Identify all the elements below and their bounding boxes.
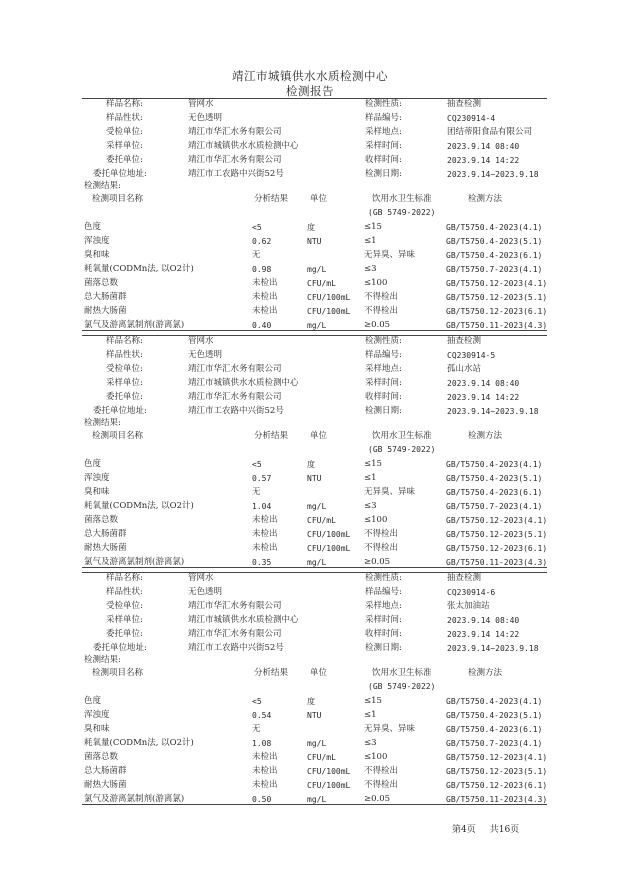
field-value-receive-time: 2023.9.14 14:22 xyxy=(447,630,520,639)
cell-standard: ≤1 xyxy=(364,473,377,483)
page-total: 共16页 xyxy=(489,825,520,835)
cell-standard: ≤100 xyxy=(364,278,388,288)
header-standard-sub: (GB 5749-2022) xyxy=(368,682,436,691)
field-label-sampling-site: 采样地点: xyxy=(365,601,402,611)
cell-result: 0.62 xyxy=(252,237,272,246)
cell-method: GB/T5750.11-2023(4.3) xyxy=(446,321,548,330)
field-value-sample-no: CQ230914-4 xyxy=(447,114,496,123)
header-item: 检测项目名称 xyxy=(92,194,144,204)
cell-method: GB/T5750.12-2023(4.1) xyxy=(446,516,548,525)
field-value-client-address: 靖江市工农路中兴街52号 xyxy=(188,169,284,179)
field-label-test-date: 检测日期: xyxy=(365,169,402,179)
field-label-test-date: 检测日期: xyxy=(365,406,402,416)
header-standard: 饮用水卫生标准 xyxy=(372,668,432,678)
cell-result: 未检出 xyxy=(252,515,278,525)
cell-method: GB/T5750.7-2023(4.1) xyxy=(446,265,543,274)
cell-method: GB/T5750.11-2023(4.3) xyxy=(446,558,548,567)
cell-item: 氯气及游离氯制剂(游离氯) xyxy=(84,557,185,567)
field-label-entrust-unit: 受检单位: xyxy=(106,601,143,611)
divider xyxy=(82,330,547,331)
cell-unit: NTU xyxy=(307,237,322,246)
field-label-sampling-site: 采样地点: xyxy=(365,127,402,137)
cell-item: 臭和味 xyxy=(84,250,110,260)
cell-unit: 度 xyxy=(307,460,315,469)
cell-standard: 不得检出 xyxy=(364,780,399,790)
field-value-name: 管网水 xyxy=(188,99,214,109)
field-label-receive-time: 收样时间: xyxy=(365,629,402,639)
cell-item: 臭和味 xyxy=(84,724,110,734)
header-unit: 单位 xyxy=(310,194,328,204)
cell-result: 0.40 xyxy=(252,321,272,330)
cell-method: GB/T5750.4-2023(6.1) xyxy=(446,251,543,260)
cell-result: 0.57 xyxy=(252,474,272,483)
field-value-entrust-unit: 靖江市华汇水务有限公司 xyxy=(188,601,282,611)
field-label-client: 委托单位: xyxy=(106,629,143,639)
field-value-name: 管网水 xyxy=(188,336,214,346)
cell-item: 总大肠菌群 xyxy=(84,529,127,539)
field-value-receive-time: 2023.9.14 14:22 xyxy=(447,393,520,402)
cell-unit: CFU/mL xyxy=(307,279,336,288)
cell-item: 耐热大肠菌 xyxy=(84,543,127,553)
field-label-receive-time: 收样时间: xyxy=(365,155,402,165)
cell-unit: mg/L xyxy=(307,265,327,274)
field-label-test-nature: 检测性质: xyxy=(365,336,402,346)
report-title: 检测报告 xyxy=(286,84,334,98)
cell-item: 色度 xyxy=(84,222,102,232)
cell-standard: ≤3 xyxy=(364,264,377,274)
field-label-entrust-unit: 受检单位: xyxy=(106,127,143,137)
cell-item: 浑浊度 xyxy=(84,236,110,246)
header-item: 检测项目名称 xyxy=(92,431,144,441)
cell-result: 未检出 xyxy=(252,306,278,316)
field-label-client: 委托单位: xyxy=(106,392,143,402)
cell-result: 未检出 xyxy=(252,292,278,302)
cell-standard: ≤1 xyxy=(364,236,377,246)
cell-standard: ≤3 xyxy=(364,738,377,748)
field-label-sample-state: 样品性状: xyxy=(106,587,143,597)
cell-unit: mg/L xyxy=(307,795,327,804)
field-value-entrust-unit: 靖江市华汇水务有限公司 xyxy=(188,127,282,137)
cell-item: 浑浊度 xyxy=(84,473,110,483)
field-value-sampling-unit: 靖江市城镇供水水质检测中心 xyxy=(188,615,299,625)
header-result: 分析结果 xyxy=(254,431,289,441)
cell-method: GB/T5750.12-2023(4.1) xyxy=(446,279,548,288)
cell-method: GB/T5750.12-2023(6.1) xyxy=(446,544,548,553)
cell-method: GB/T5750.12-2023(5.1) xyxy=(446,530,548,539)
field-value-sampling-time: 2023.9.14 08:40 xyxy=(447,379,520,388)
cell-method: GB/T5750.7-2023(4.1) xyxy=(446,502,543,511)
cell-standard: 无异臭、异味 xyxy=(364,724,416,734)
cell-method: GB/T5750.12-2023(5.1) xyxy=(446,767,548,776)
cell-result: 未检出 xyxy=(252,780,278,790)
field-value-client-address: 靖江市工农路中兴街52号 xyxy=(188,406,284,416)
cell-item: 氯气及游离氯制剂(游离氯) xyxy=(84,320,185,330)
field-label-client-address: 委托单位地址: xyxy=(93,406,147,416)
cell-unit: 度 xyxy=(307,697,315,706)
cell-standard: 不得检出 xyxy=(364,306,399,316)
cell-result: 无 xyxy=(252,250,261,260)
cell-unit: CFU/100mL xyxy=(307,530,351,539)
page-number: 第4页 xyxy=(452,825,476,835)
cell-method: GB/T5750.12-2023(6.1) xyxy=(446,781,548,790)
field-value-sampling-time: 2023.9.14 08:40 xyxy=(447,616,520,625)
cell-unit: NTU xyxy=(307,711,322,720)
field-value-test-nature: 抽查检测 xyxy=(447,573,482,583)
cell-method: GB/T5750.4-2023(6.1) xyxy=(446,725,543,734)
header-standard-sub: (GB 5749-2022) xyxy=(368,445,436,454)
cell-unit: mg/L xyxy=(307,558,327,567)
cell-item: 耗氧量(CODMn法, 以O2计) xyxy=(84,501,194,511)
cell-result: 未检出 xyxy=(252,278,278,288)
cell-item: 菌落总数 xyxy=(84,515,119,525)
cell-standard: 无异臭、异味 xyxy=(364,487,416,497)
cell-unit: CFU/100mL xyxy=(307,781,351,790)
cell-result: 0.98 xyxy=(252,265,272,274)
field-value-state: 无色透明 xyxy=(188,350,223,360)
cell-unit: mg/L xyxy=(307,739,327,748)
cell-standard: ≤100 xyxy=(364,752,388,762)
field-value-test-date: 2023.9.14~2023.9.18 xyxy=(447,170,539,179)
cell-method: GB/T5750.7-2023(4.1) xyxy=(446,739,543,748)
field-label-test-nature: 检测性质: xyxy=(365,573,402,583)
cell-method: GB/T5750.12-2023(4.1) xyxy=(446,753,548,762)
cell-result: 无 xyxy=(252,487,261,497)
header-method: 检测方法 xyxy=(468,431,503,441)
cell-method: GB/T5750.4-2023(5.1) xyxy=(446,711,543,720)
cell-unit: CFU/100mL xyxy=(307,767,351,776)
cell-standard: ≤3 xyxy=(364,501,377,511)
cell-unit: mg/L xyxy=(307,502,327,511)
cell-method: GB/T5750.4-2023(5.1) xyxy=(446,237,543,246)
cell-result: 0.35 xyxy=(252,558,272,567)
header-standard: 饮用水卫生标准 xyxy=(372,431,432,441)
field-value-test-nature: 抽查检测 xyxy=(447,336,482,346)
field-value-sample-no: CQ230914-5 xyxy=(447,351,496,360)
field-label-entrust-unit: 受检单位: xyxy=(106,364,143,374)
field-label-client: 委托单位: xyxy=(106,155,143,165)
results-label: 检测结果: xyxy=(84,181,121,191)
cell-standard: ≤15 xyxy=(364,696,382,706)
cell-standard: ≥0.05 xyxy=(364,320,391,330)
cell-unit: CFU/100mL xyxy=(307,293,351,302)
field-label-client-address: 委托单位地址: xyxy=(93,643,147,653)
report-org-title: 靖江市城镇供水水质检测中心 xyxy=(232,69,388,83)
divider xyxy=(82,567,547,568)
field-value-client-address: 靖江市工农路中兴街52号 xyxy=(188,643,284,653)
cell-standard: 无异臭、异味 xyxy=(364,250,416,260)
cell-method: GB/T5750.4-2023(6.1) xyxy=(446,488,543,497)
header-method: 检测方法 xyxy=(468,194,503,204)
header-unit: 单位 xyxy=(310,668,328,678)
field-value-entrust-unit: 靖江市华汇水务有限公司 xyxy=(188,364,282,374)
cell-unit: CFU/mL xyxy=(307,516,336,525)
field-value-sampling-site: 张太加油站 xyxy=(447,601,490,611)
cell-result: 未检出 xyxy=(252,543,278,553)
field-label-sample-no: 样品编号: xyxy=(365,587,402,597)
cell-result: 未检出 xyxy=(252,529,278,539)
field-label-test-nature: 检测性质: xyxy=(365,99,402,109)
cell-result: 0.50 xyxy=(252,795,272,804)
field-label-sample-name: 样品名称: xyxy=(106,573,143,583)
field-label-sample-no: 样品编号: xyxy=(365,113,402,123)
header-standard: 饮用水卫生标准 xyxy=(372,194,432,204)
cell-unit: NTU xyxy=(307,474,322,483)
field-label-sample-no: 样品编号: xyxy=(365,350,402,360)
cell-item: 总大肠菌群 xyxy=(84,766,127,776)
cell-standard: 不得检出 xyxy=(364,543,399,553)
field-value-sampling-unit: 靖江市城镇供水水质检测中心 xyxy=(188,141,299,151)
field-value-client: 靖江市华汇水务有限公司 xyxy=(188,629,282,639)
cell-method: GB/T5750.11-2023(4.3) xyxy=(446,795,548,804)
header-result: 分析结果 xyxy=(254,668,289,678)
cell-unit: CFU/100mL xyxy=(307,544,351,553)
cell-standard: 不得检出 xyxy=(364,529,399,539)
header-method: 检测方法 xyxy=(468,668,503,678)
cell-item: 色度 xyxy=(84,459,102,469)
field-label-sampling-time: 采样时间: xyxy=(365,141,402,151)
header-item: 检测项目名称 xyxy=(92,668,144,678)
field-label-sampling-unit: 采样单位: xyxy=(106,378,143,388)
cell-standard: ≤1 xyxy=(364,710,377,720)
page-footer xyxy=(452,822,533,835)
field-value-test-nature: 抽查检测 xyxy=(447,99,482,109)
field-value-client: 靖江市华汇水务有限公司 xyxy=(188,155,282,165)
field-value-client: 靖江市华汇水务有限公司 xyxy=(188,392,282,402)
cell-standard: ≤15 xyxy=(364,459,382,469)
results-label: 检测结果: xyxy=(84,655,121,665)
cell-standard: 不得检出 xyxy=(364,292,399,302)
cell-result: 1.04 xyxy=(252,502,272,511)
cell-result: <5 xyxy=(252,223,262,232)
field-label-sampling-unit: 采样单位: xyxy=(106,141,143,151)
field-value-sampling-site: 团结蒂阳食品有限公司 xyxy=(447,127,533,137)
cell-unit: CFU/mL xyxy=(307,753,336,762)
cell-result: 1.08 xyxy=(252,739,272,748)
field-label-receive-time: 收样时间: xyxy=(365,392,402,402)
cell-result: <5 xyxy=(252,697,262,706)
cell-item: 耗氧量(CODMn法, 以O2计) xyxy=(84,264,194,274)
field-label-sampling-time: 采样时间: xyxy=(365,615,402,625)
cell-standard: ≥0.05 xyxy=(364,794,391,804)
cell-item: 耐热大肠菌 xyxy=(84,780,127,790)
cell-item: 总大肠菌群 xyxy=(84,292,127,302)
cell-result: 0.54 xyxy=(252,711,272,720)
header-standard-sub: (GB 5749-2022) xyxy=(368,208,436,217)
cell-item: 浑浊度 xyxy=(84,710,110,720)
cell-item: 菌落总数 xyxy=(84,278,119,288)
cell-item: 耐热大肠菌 xyxy=(84,306,127,316)
cell-unit: mg/L xyxy=(307,321,327,330)
cell-method: GB/T5750.4-2023(4.1) xyxy=(446,460,543,469)
field-label-sample-name: 样品名称: xyxy=(106,336,143,346)
cell-method: GB/T5750.4-2023(5.1) xyxy=(446,474,543,483)
field-label-sample-state: 样品性状: xyxy=(106,113,143,123)
results-label: 检测结果: xyxy=(84,418,121,428)
cell-method: GB/T5750.4-2023(4.1) xyxy=(446,223,543,232)
divider xyxy=(82,804,547,805)
header-unit: 单位 xyxy=(310,431,328,441)
field-value-sample-no: CQ230914-6 xyxy=(447,588,496,597)
header-result: 分析结果 xyxy=(254,194,289,204)
cell-method: GB/T5750.4-2023(4.1) xyxy=(446,697,543,706)
cell-standard: ≤100 xyxy=(364,515,388,525)
field-value-receive-time: 2023.9.14 14:22 xyxy=(447,156,520,165)
field-label-sampling-time: 采样时间: xyxy=(365,378,402,388)
field-value-sampling-site: 孤山水站 xyxy=(447,364,482,374)
field-value-test-date: 2023.9.14~2023.9.18 xyxy=(447,644,539,653)
cell-result: 未检出 xyxy=(252,766,278,776)
field-label-test-date: 检测日期: xyxy=(365,643,402,653)
field-value-test-date: 2023.9.14~2023.9.18 xyxy=(447,407,539,416)
cell-item: 氯气及游离氯制剂(游离氯) xyxy=(84,794,185,804)
field-label-client-address: 委托单位地址: xyxy=(93,169,147,179)
field-label-sample-state: 样品性状: xyxy=(106,350,143,360)
cell-standard: ≤15 xyxy=(364,222,382,232)
field-label-sample-name: 样品名称: xyxy=(106,99,143,109)
cell-standard: ≥0.05 xyxy=(364,557,391,567)
cell-unit: 度 xyxy=(307,223,315,232)
field-value-name: 管网水 xyxy=(188,573,214,583)
cell-unit: CFU/100mL xyxy=(307,307,351,316)
cell-result: 未检出 xyxy=(252,752,278,762)
cell-result: 无 xyxy=(252,724,261,734)
cell-item: 臭和味 xyxy=(84,487,110,497)
field-value-sampling-unit: 靖江市城镇供水水质检测中心 xyxy=(188,378,299,388)
field-label-sampling-unit: 采样单位: xyxy=(106,615,143,625)
cell-item: 菌落总数 xyxy=(84,752,119,762)
cell-standard: 不得检出 xyxy=(364,766,399,776)
cell-item: 耗氧量(CODMn法, 以O2计) xyxy=(84,738,194,748)
cell-method: GB/T5750.12-2023(6.1) xyxy=(446,307,548,316)
field-label-sampling-site: 采样地点: xyxy=(365,364,402,374)
cell-item: 色度 xyxy=(84,696,102,706)
field-value-state: 无色透明 xyxy=(188,587,223,597)
cell-result: <5 xyxy=(252,460,262,469)
field-value-sampling-time: 2023.9.14 08:40 xyxy=(447,142,520,151)
field-value-state: 无色透明 xyxy=(188,113,223,123)
cell-method: GB/T5750.12-2023(5.1) xyxy=(446,293,548,302)
